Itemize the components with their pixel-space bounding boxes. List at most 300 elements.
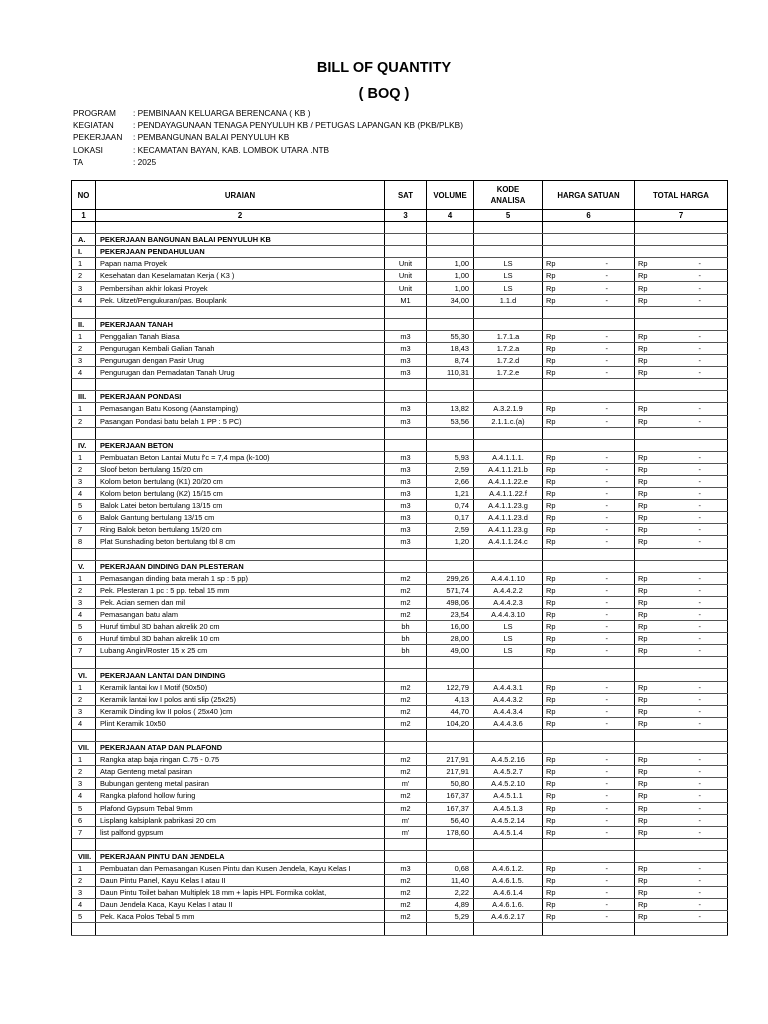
amount-value: - xyxy=(698,827,701,837)
empty-cell xyxy=(427,838,474,850)
item-total-price xyxy=(635,766,728,778)
item-volume: 2,59 xyxy=(427,463,474,475)
amount-value: - xyxy=(605,283,608,293)
item-unit: m2 xyxy=(385,875,427,887)
spacer-row xyxy=(72,222,728,234)
item-volume: 4,89 xyxy=(427,899,474,911)
item-number: 3 xyxy=(72,778,96,790)
item-analysis-code: A.4.6.1.5. xyxy=(474,875,543,887)
currency-label: Rp xyxy=(546,283,556,293)
item-volume: 16,00 xyxy=(427,621,474,633)
item-description: Keramik lantai kw I Motif (50x50) xyxy=(96,681,385,693)
currency-label: Rp xyxy=(546,779,556,789)
item-total-price xyxy=(635,790,728,802)
empty-cell xyxy=(385,234,427,246)
project-info-row xyxy=(73,131,463,143)
empty-cell xyxy=(427,391,474,403)
item-analysis-code: A.4.6.1.4 xyxy=(474,887,543,899)
item-total-price xyxy=(635,814,728,826)
currency-label: Rp xyxy=(638,585,648,595)
item-total-price xyxy=(635,596,728,608)
empty-cell xyxy=(543,439,635,451)
item-number: 4 xyxy=(72,609,96,621)
amount-value: - xyxy=(698,585,701,595)
currency-label: Rp xyxy=(638,597,648,607)
item-volume: 1,20 xyxy=(427,536,474,548)
item-unit-price xyxy=(543,790,635,802)
table-row xyxy=(72,258,728,270)
item-unit-price xyxy=(543,911,635,923)
empty-cell xyxy=(543,923,635,935)
item-unit: m3 xyxy=(385,500,427,512)
empty-cell xyxy=(385,850,427,862)
empty-cell xyxy=(543,234,635,246)
amount-value: - xyxy=(698,368,701,378)
empty-cell xyxy=(427,729,474,741)
table-row xyxy=(72,584,728,596)
empty-cell xyxy=(385,439,427,451)
amount-value: - xyxy=(605,779,608,789)
document-title: BILL OF QUANTITY xyxy=(316,60,452,76)
item-volume: 1,00 xyxy=(427,258,474,270)
item-unit-price xyxy=(543,330,635,342)
item-analysis-code: 2.1.1.c.(a) xyxy=(474,415,543,427)
empty-cell xyxy=(385,246,427,258)
item-number: 2 xyxy=(72,270,96,282)
table-row xyxy=(72,572,728,584)
item-analysis-code: A.4.6.1.6. xyxy=(474,899,543,911)
empty-cell xyxy=(427,669,474,681)
currency-label: Rp xyxy=(546,513,556,523)
item-description: Sloof beton bertulang 15/20 cm xyxy=(96,463,385,475)
currency-label: Rp xyxy=(638,888,648,898)
item-volume: 110,31 xyxy=(427,367,474,379)
table-row xyxy=(72,911,728,923)
amount-value: - xyxy=(605,694,608,704)
amount-value: - xyxy=(605,888,608,898)
item-number: 1 xyxy=(72,403,96,415)
empty-cell xyxy=(96,923,385,935)
currency-label: Rp xyxy=(638,718,648,728)
empty-cell xyxy=(427,560,474,572)
item-unit: Unit xyxy=(385,282,427,294)
item-volume: 28,00 xyxy=(427,633,474,645)
item-total-price xyxy=(635,887,728,899)
section-row xyxy=(72,391,728,403)
item-number: 6 xyxy=(72,633,96,645)
table-row xyxy=(72,693,728,705)
table-row xyxy=(72,875,728,887)
item-volume: 5,93 xyxy=(427,451,474,463)
item-volume: 18,43 xyxy=(427,342,474,354)
item-total-price xyxy=(635,778,728,790)
amount-value: - xyxy=(605,876,608,886)
section-title: PEKERJAAN BANGUNAN BALAI PENYULUH KB xyxy=(96,234,385,246)
item-unit: M1 xyxy=(385,294,427,306)
amount-value: - xyxy=(605,803,608,813)
header-no: NO xyxy=(72,181,96,210)
item-number: 4 xyxy=(72,899,96,911)
project-info-row xyxy=(73,119,463,131)
amount-value: - xyxy=(605,912,608,922)
item-number: 3 xyxy=(72,282,96,294)
project-info-value: : 2025 xyxy=(133,156,157,167)
item-total-price xyxy=(635,463,728,475)
currency-label: Rp xyxy=(546,876,556,886)
item-unit-price xyxy=(543,342,635,354)
item-volume: 2,22 xyxy=(427,887,474,899)
item-description: Balok Latei beton bertulang 13/15 cm xyxy=(96,500,385,512)
item-total-price xyxy=(635,645,728,657)
empty-cell xyxy=(635,306,728,318)
item-unit-price xyxy=(543,512,635,524)
empty-cell xyxy=(635,657,728,669)
empty-cell xyxy=(635,427,728,439)
item-number: 7 xyxy=(72,826,96,838)
item-unit: bh xyxy=(385,621,427,633)
item-analysis-code: A.4.6.1.2. xyxy=(474,862,543,874)
amount-value: - xyxy=(605,646,608,656)
amount-value: - xyxy=(605,331,608,341)
column-number: 4 xyxy=(427,210,474,222)
empty-cell xyxy=(385,306,427,318)
currency-label: Rp xyxy=(546,718,556,728)
item-analysis-code: A.4.4.3.10 xyxy=(474,609,543,621)
currency-label: Rp xyxy=(638,464,648,474)
currency-label: Rp xyxy=(546,791,556,801)
item-total-price xyxy=(635,282,728,294)
section-title: PEKERJAAN LANTAI DAN DINDING xyxy=(96,669,385,681)
document-subtitle: ( BOQ ) xyxy=(358,86,410,102)
table-header-row xyxy=(72,181,728,210)
empty-cell xyxy=(96,306,385,318)
item-total-price xyxy=(635,270,728,282)
item-number: 2 xyxy=(72,415,96,427)
item-total-price xyxy=(635,500,728,512)
item-unit-price xyxy=(543,621,635,633)
empty-cell xyxy=(385,657,427,669)
project-info-value: : PEMBANGUNAN BALAI PENYULUH KB xyxy=(133,132,290,143)
currency-label: Rp xyxy=(546,343,556,353)
table-row xyxy=(72,524,728,536)
empty-cell xyxy=(385,391,427,403)
currency-label: Rp xyxy=(638,271,648,281)
item-analysis-code: A.4.4.3.4 xyxy=(474,705,543,717)
item-analysis-code: A.4.1.1.22.e xyxy=(474,475,543,487)
empty-cell xyxy=(543,838,635,850)
item-number: 2 xyxy=(72,875,96,887)
currency-label: Rp xyxy=(638,537,648,547)
currency-label: Rp xyxy=(638,573,648,583)
item-total-price xyxy=(635,294,728,306)
item-analysis-code: LS xyxy=(474,633,543,645)
section-number: VI. xyxy=(72,669,96,681)
amount-value: - xyxy=(698,452,701,462)
amount-value: - xyxy=(698,706,701,716)
amount-value: - xyxy=(698,682,701,692)
item-unit-price xyxy=(543,282,635,294)
amount-value: - xyxy=(698,343,701,353)
empty-cell xyxy=(635,729,728,741)
table-row xyxy=(72,367,728,379)
item-unit: m2 xyxy=(385,899,427,911)
item-unit-price xyxy=(543,524,635,536)
table-row xyxy=(72,862,728,874)
item-analysis-code: A.4.4.2.3 xyxy=(474,596,543,608)
amount-value: - xyxy=(698,416,701,426)
table-row xyxy=(72,415,728,427)
table-row xyxy=(72,488,728,500)
section-title: PEKERJAAN DINDING DAN PLESTERAN xyxy=(96,560,385,572)
item-analysis-code: A.4.4.1.10 xyxy=(474,572,543,584)
project-info-label: KEGIATAN xyxy=(73,120,114,131)
currency-label: Rp xyxy=(546,646,556,656)
item-unit-price xyxy=(543,681,635,693)
amount-value: - xyxy=(698,912,701,922)
item-volume: 53,56 xyxy=(427,415,474,427)
item-unit-price xyxy=(543,826,635,838)
empty-cell xyxy=(474,657,543,669)
currency-label: Rp xyxy=(638,706,648,716)
item-number: 2 xyxy=(72,584,96,596)
amount-value: - xyxy=(698,694,701,704)
empty-cell xyxy=(72,729,96,741)
empty-cell xyxy=(635,838,728,850)
item-description: Atap Genteng metal pasiran xyxy=(96,766,385,778)
item-analysis-code: A.4.5.1.1 xyxy=(474,790,543,802)
item-volume: 50,80 xyxy=(427,778,474,790)
section-number: A. xyxy=(72,234,96,246)
empty-cell xyxy=(543,391,635,403)
currency-label: Rp xyxy=(638,682,648,692)
item-volume: 23,54 xyxy=(427,609,474,621)
empty-cell xyxy=(427,234,474,246)
item-total-price xyxy=(635,488,728,500)
empty-cell xyxy=(385,729,427,741)
section-row xyxy=(72,742,728,754)
currency-label: Rp xyxy=(638,815,648,825)
item-number: 3 xyxy=(72,355,96,367)
item-description: Kolom beton bertulang (K2) 15/15 cm xyxy=(96,488,385,500)
item-unit: Unit xyxy=(385,270,427,282)
empty-cell xyxy=(635,222,728,234)
table-row xyxy=(72,512,728,524)
amount-value: - xyxy=(698,513,701,523)
amount-value: - xyxy=(698,295,701,305)
empty-cell xyxy=(474,560,543,572)
section-number: II. xyxy=(72,318,96,330)
item-analysis-code: A.4.5.2.14 xyxy=(474,814,543,826)
item-description: Plint Keramik 10x50 xyxy=(96,717,385,729)
spacer-row xyxy=(72,379,728,391)
table-row xyxy=(72,270,728,282)
table-row xyxy=(72,887,728,899)
item-volume: 0,68 xyxy=(427,862,474,874)
item-unit-price xyxy=(543,609,635,621)
spacer-row xyxy=(72,306,728,318)
table-row xyxy=(72,609,728,621)
empty-cell xyxy=(543,246,635,258)
item-analysis-code: A.4.5.1.3 xyxy=(474,802,543,814)
amount-value: - xyxy=(605,416,608,426)
item-unit: m2 xyxy=(385,790,427,802)
currency-label: Rp xyxy=(638,295,648,305)
section-title: PEKERJAAN PENDAHULUAN xyxy=(96,246,385,258)
item-description: Daun Pintu Panel, Kayu Kelas I atau II xyxy=(96,875,385,887)
empty-cell xyxy=(474,234,543,246)
empty-cell xyxy=(385,222,427,234)
item-total-price xyxy=(635,802,728,814)
empty-cell xyxy=(385,742,427,754)
empty-cell xyxy=(72,923,96,935)
project-info-row xyxy=(73,156,463,168)
item-unit-price xyxy=(543,862,635,874)
section-title: PEKERJAAN ATAP DAN PLAFOND xyxy=(96,742,385,754)
item-unit-price xyxy=(543,475,635,487)
empty-cell xyxy=(635,742,728,754)
amount-value: - xyxy=(605,815,608,825)
item-unit: m2 xyxy=(385,766,427,778)
item-analysis-code: 1.7.2.a xyxy=(474,342,543,354)
item-number: 7 xyxy=(72,524,96,536)
item-unit: bh xyxy=(385,645,427,657)
item-analysis-code: A.4.5.1.4 xyxy=(474,826,543,838)
item-description: Keramik Dinding kw II polos ( 25x40 )cm xyxy=(96,705,385,717)
currency-label: Rp xyxy=(546,537,556,547)
amount-value: - xyxy=(605,513,608,523)
empty-cell xyxy=(72,548,96,560)
table-row xyxy=(72,681,728,693)
currency-label: Rp xyxy=(638,489,648,499)
item-volume: 299,26 xyxy=(427,572,474,584)
item-unit: m2 xyxy=(385,596,427,608)
item-description: Pembuatan Beton Lantai Mutu f'c = 7,4 mpa (k-100) xyxy=(96,451,385,463)
item-volume: 34,00 xyxy=(427,294,474,306)
currency-label: Rp xyxy=(638,416,648,426)
currency-label: Rp xyxy=(638,610,648,620)
item-volume: 44,70 xyxy=(427,705,474,717)
item-number: 2 xyxy=(72,693,96,705)
item-number: 2 xyxy=(72,342,96,354)
column-number: 3 xyxy=(385,210,427,222)
currency-label: Rp xyxy=(546,682,556,692)
empty-cell xyxy=(635,669,728,681)
item-unit-price xyxy=(543,717,635,729)
project-info-label: TA xyxy=(73,156,83,167)
empty-cell xyxy=(427,657,474,669)
item-total-price xyxy=(635,584,728,596)
item-unit: m2 xyxy=(385,681,427,693)
item-total-price xyxy=(635,451,728,463)
item-unit-price xyxy=(543,633,635,645)
empty-cell xyxy=(427,548,474,560)
section-number: V. xyxy=(72,560,96,572)
item-description: Rangka plafond hollow furing xyxy=(96,790,385,802)
amount-value: - xyxy=(698,610,701,620)
empty-cell xyxy=(385,669,427,681)
currency-label: Rp xyxy=(638,900,648,910)
empty-cell xyxy=(72,657,96,669)
table-row xyxy=(72,778,728,790)
boq-table-body xyxy=(72,222,728,936)
empty-cell xyxy=(72,222,96,234)
item-analysis-code: LS xyxy=(474,645,543,657)
amount-value: - xyxy=(698,404,701,414)
item-volume: 217,91 xyxy=(427,754,474,766)
item-volume: 55,30 xyxy=(427,330,474,342)
amount-value: - xyxy=(698,718,701,728)
header-kode-line2: ANALISA xyxy=(490,196,526,205)
item-number: 2 xyxy=(72,463,96,475)
item-volume: 217,91 xyxy=(427,766,474,778)
empty-cell xyxy=(474,838,543,850)
amount-value: - xyxy=(698,477,701,487)
amount-value: - xyxy=(698,779,701,789)
amount-value: - xyxy=(605,767,608,777)
amount-value: - xyxy=(605,295,608,305)
item-volume: 167,37 xyxy=(427,790,474,802)
amount-value: - xyxy=(698,489,701,499)
item-description: Papan nama Proyek xyxy=(96,258,385,270)
currency-label: Rp xyxy=(546,477,556,487)
amount-value: - xyxy=(698,900,701,910)
item-total-price xyxy=(635,862,728,874)
table-row xyxy=(72,342,728,354)
item-total-price xyxy=(635,826,728,838)
item-description: Kolom beton bertulang (K1) 20/20 cm xyxy=(96,475,385,487)
item-total-price xyxy=(635,693,728,705)
item-number: 2 xyxy=(72,766,96,778)
currency-label: Rp xyxy=(546,827,556,837)
item-analysis-code: 1.7.1.a xyxy=(474,330,543,342)
header-sat: SAT xyxy=(385,181,427,210)
empty-cell xyxy=(427,850,474,862)
section-row xyxy=(72,850,728,862)
empty-cell xyxy=(96,222,385,234)
empty-cell xyxy=(385,923,427,935)
item-unit-price xyxy=(543,451,635,463)
item-unit: m' xyxy=(385,814,427,826)
amount-value: - xyxy=(605,682,608,692)
item-number: 6 xyxy=(72,814,96,826)
currency-label: Rp xyxy=(546,610,556,620)
amount-value: - xyxy=(605,525,608,535)
currency-label: Rp xyxy=(638,452,648,462)
empty-cell xyxy=(635,318,728,330)
empty-cell xyxy=(385,838,427,850)
item-volume: 1,00 xyxy=(427,282,474,294)
item-total-price xyxy=(635,875,728,887)
amount-value: - xyxy=(605,573,608,583)
item-analysis-code: A.4.1.1.23.d xyxy=(474,512,543,524)
amount-value: - xyxy=(605,501,608,511)
item-analysis-code: A.3.2.1.9 xyxy=(474,403,543,415)
empty-cell xyxy=(96,729,385,741)
item-description: Plafond Gypsum Tebal 9mm xyxy=(96,802,385,814)
item-unit: m2 xyxy=(385,609,427,621)
table-row xyxy=(72,645,728,657)
item-number: 4 xyxy=(72,488,96,500)
item-volume: 104,20 xyxy=(427,717,474,729)
empty-cell xyxy=(635,234,728,246)
table-row xyxy=(72,802,728,814)
item-description: Balok Gantung bertulang 13/15 cm xyxy=(96,512,385,524)
item-volume: 0,17 xyxy=(427,512,474,524)
empty-cell xyxy=(474,222,543,234)
item-description: Huruf timbul 3D bahan akrelik 20 cm xyxy=(96,621,385,633)
item-number: 5 xyxy=(72,802,96,814)
empty-cell xyxy=(635,850,728,862)
